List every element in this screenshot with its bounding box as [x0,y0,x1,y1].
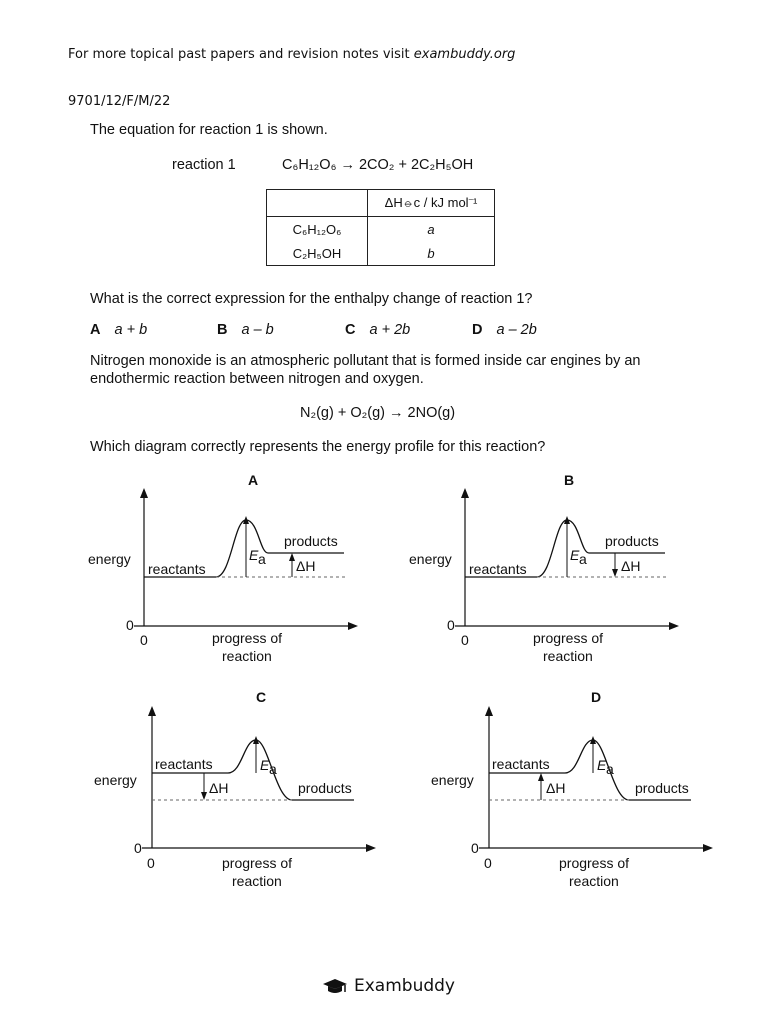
svg-text:products: products [605,533,659,549]
svg-text:0: 0 [134,840,142,856]
table-header: ΔH⦵c / kJ mol⁻¹ [368,190,495,217]
svg-text:ΔH: ΔH [546,780,566,796]
svg-text:energy: energy [409,551,452,567]
energy-diagram-c [92,690,382,890]
svg-text:E: E [570,547,580,563]
q1-question: What is the correct expression for the enthalpy change of reaction 1? [90,291,533,307]
option-b[interactable]: B a – b [217,322,274,338]
svg-text:reaction: reaction [543,648,593,664]
svg-text:0: 0 [140,632,148,648]
svg-text:products: products [284,533,338,549]
page-header: For more topical past papers and revision notes visit exambuddy.org [68,47,516,62]
svg-text:E: E [249,547,259,563]
svg-text:0: 0 [471,840,479,856]
svg-text:0: 0 [461,632,469,648]
enthalpy-table [266,189,495,266]
diagram-letter: C [256,689,267,705]
option-d[interactable]: D a – 2b [472,322,537,338]
option-a[interactable]: A a + b [90,322,148,338]
svg-text:progress of: progress of [559,855,630,871]
svg-text:ΔH: ΔH [296,558,316,574]
svg-text:progress of: progress of [533,630,604,646]
svg-text:reactants: reactants [155,756,213,772]
reaction-label: reaction 1 [172,157,236,173]
svg-text:reactants: reactants [492,756,550,772]
paper-code: 9701/12/F/M/22 [68,94,171,109]
svg-text:ΔH: ΔH [209,780,229,796]
q2-equation: N₂(g) + O₂(g) → 2NO(g) [300,405,456,421]
svg-text:E: E [597,757,607,773]
diagram-letter: B [564,472,575,488]
svg-text:products: products [635,780,689,796]
graduation-cap-icon [322,977,348,995]
svg-text:a: a [269,761,277,777]
svg-text:energy: energy [88,551,131,567]
table-row: C₂H₅OH b [267,241,495,266]
q2-intro-1: Nitrogen monoxide is an atmospheric pollutant that is formed inside car engines by an [90,353,641,369]
svg-text:a: a [258,551,266,567]
energy-diagram-a [86,470,366,670]
svg-text:reactants: reactants [469,561,527,577]
svg-text:energy: energy [94,772,137,788]
option-c[interactable]: C a + 2b [345,322,411,338]
svg-text:a: a [579,551,587,567]
svg-text:reactants: reactants [148,561,206,577]
reaction-equation: C₆H₁₂O₆ → 2CO₂ + 2C₂H₅OH [282,157,474,173]
energy-diagram-b [407,470,687,670]
diagram-letter: D [591,689,602,705]
svg-text:ΔH: ΔH [621,558,641,574]
q2-intro-2: endothermic reaction between nitrogen and oxygen. [90,371,424,387]
svg-text:0: 0 [484,855,492,871]
svg-text:energy: energy [431,772,474,788]
svg-text:reaction: reaction [222,648,272,664]
table-row: C₆H₁₂O₆ a [267,217,495,242]
svg-text:products: products [298,780,352,796]
svg-text:progress of: progress of [222,855,293,871]
svg-text:E: E [260,757,270,773]
q2-question: Which diagram correctly represents the energy profile for this reaction? [90,439,546,455]
energy-diagram-d [429,690,719,890]
svg-text:0: 0 [447,617,455,633]
svg-text:a: a [606,761,614,777]
svg-text:0: 0 [147,855,155,871]
site-link[interactable]: exambuddy.org [413,47,516,62]
footer-brand: Exambuddy [322,976,455,996]
svg-text:reaction: reaction [569,873,619,889]
diagram-letter: A [248,472,259,488]
svg-text:reaction: reaction [232,873,282,889]
q1-intro: The equation for reaction 1 is shown. [90,122,328,138]
svg-text:0: 0 [126,617,134,633]
svg-text:progress of: progress of [212,630,283,646]
